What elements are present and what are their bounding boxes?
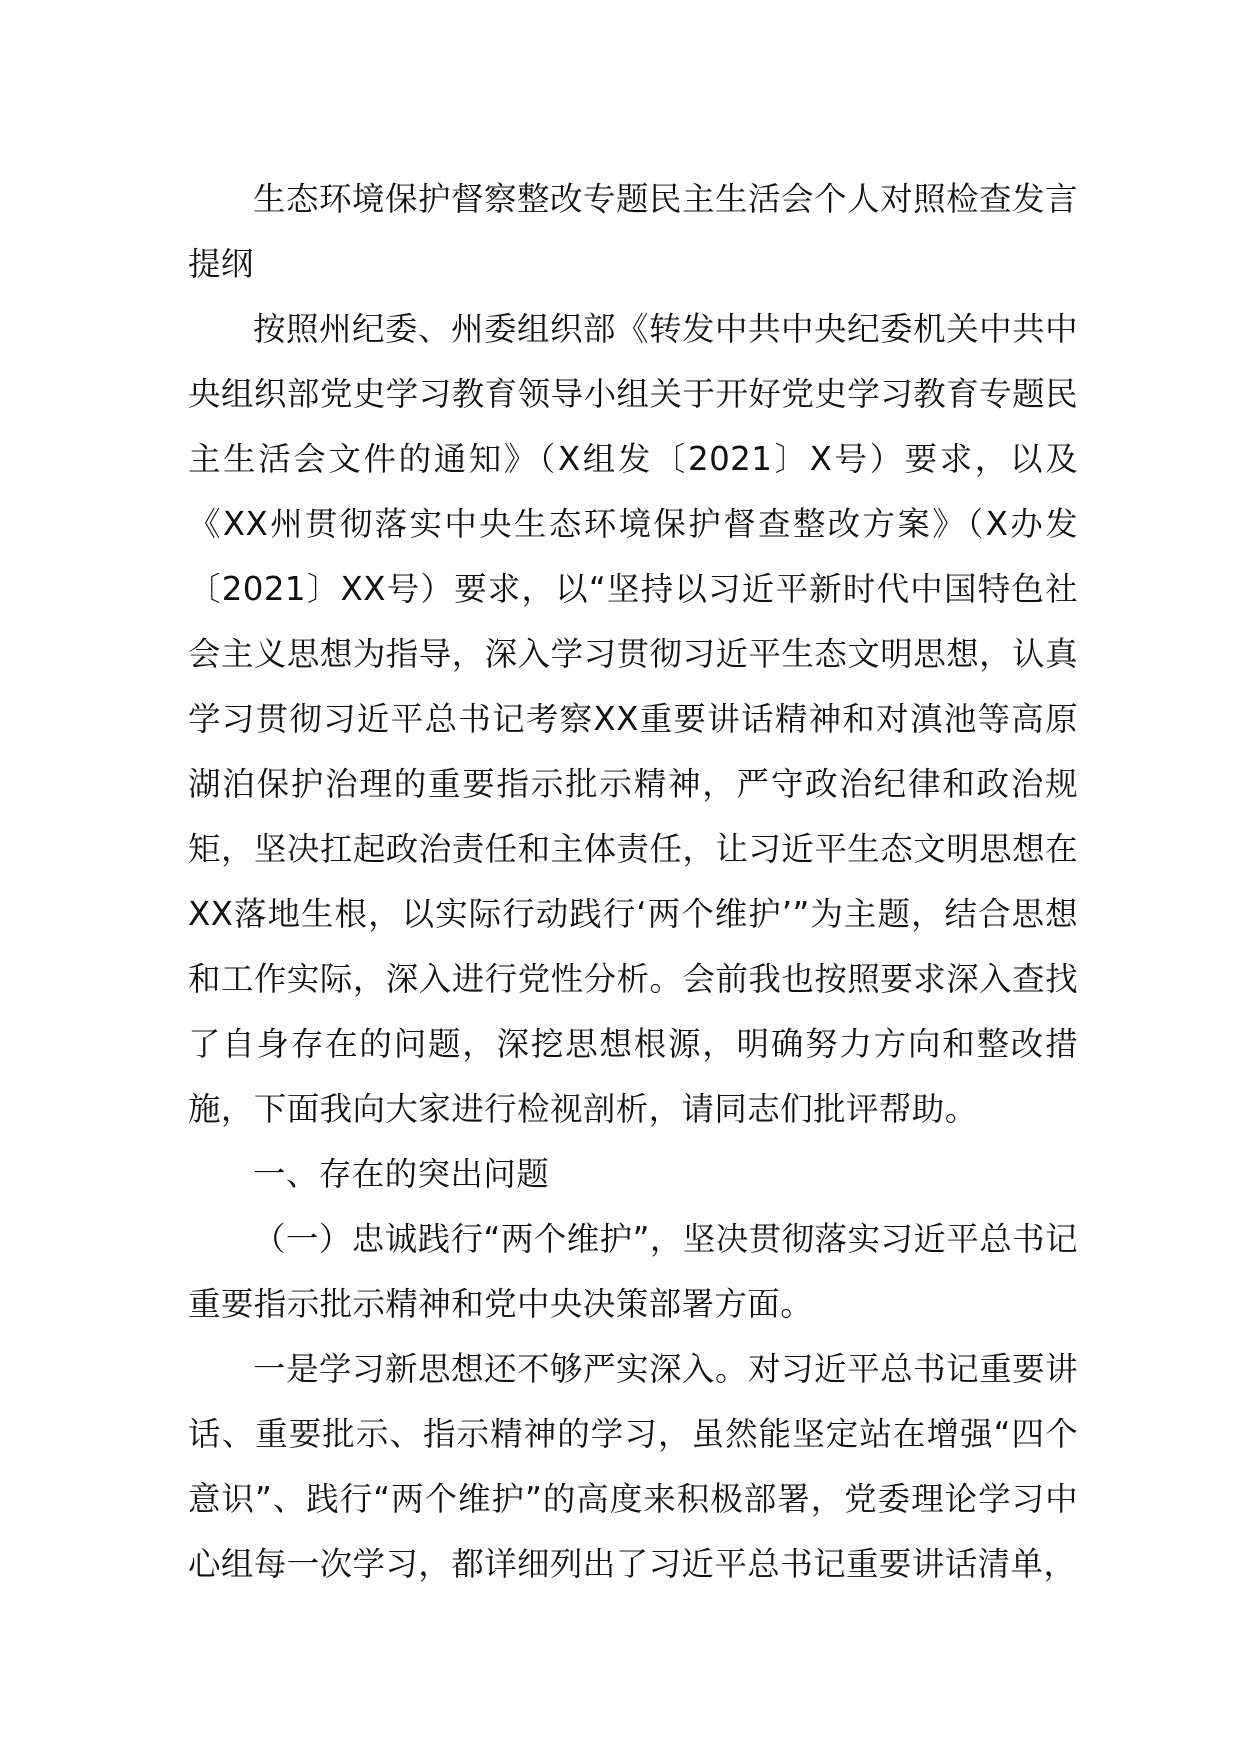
- subsection-heading-1: （一）忠诚践行“两个维护”，坚决贯彻落实习近平总书记重要指示批示精神和党中央决策部署方面。: [188, 1220, 1078, 1323]
- document-title: 生态环境保护督察整改专题民主生活会个人对照检查发言提纲: [188, 180, 1078, 283]
- body-paragraph: 一是学习新思想还不够严实深入。对习近平总书记重要讲话、重要批示、指示精神的学习，虽然能坚定站在增强“四个意识”、践行“两个维护”的高度来积极部署，党委理论学习中心组每一次学习，都详细列出了习近平总书记重要讲话清单，: [188, 1350, 1078, 1583]
- document-body: [188, 167, 1078, 1597]
- section-heading-1: 一、存在的突出问题: [253, 1155, 550, 1193]
- intro-paragraph: 按照州纪委、州委组织部《转发中共中央纪委机关中共中央组织部党史学习教育领导小组关于开好党史学习教育专题民主生活会文件的通知》（X组发〔2021〕X号）要求，以及《XX州贯彻落实中央生态环境保护督查整改方案》（X办发〔2021〕XX号）要求，以“坚持以习近平新时代中国特色社会主义思想为指导，深入学习贯彻习近平生态文明思想，认真学习贯彻习近平总书记考察XX重要讲话精神和对滇池等高原湖泊保护治理的重要指示批示精神，严守政治纪律和政治规矩，坚决扛起政治责任和主体责任，让习近平生态文明思想在XX落地生根，以实际行动践行‘两个维护’”为主题，结合思想和工作实际，深入进行党性分析。会前我也按照要求深入查找了自身存在的问题，深挖思想根源，明确努力方向和整改措施，下面我向大家进行检视剖析，请同志们批评帮助。: [188, 310, 1079, 1128]
